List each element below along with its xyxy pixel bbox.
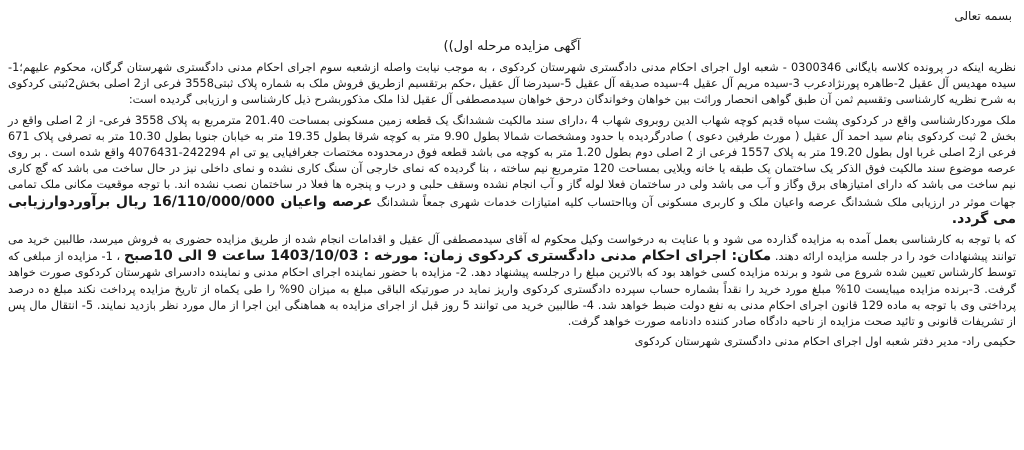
auction-terms-paragraph xyxy=(8,232,1016,330)
appraised-value-text: عرصه واعیان 16/110/000/000 ریال برآوردوارزیابی می گردد. xyxy=(8,193,1016,227)
case-introduction-paragraph xyxy=(8,60,1016,109)
bismillah-heading: بسمه تعالی xyxy=(954,9,1012,23)
property-description-text: ملک موردکارشناسی واقع در کردکوی پشت سپاه قدیم کوچه شهاب الدین روبروی شهاب 4 ،دارای سند مالکیت ششدانگ یک قطعه زمین مسکونی بمساحت 201.40 مترمربع به پلاک 3558 فرعی- از 2 اصلی واقع در بخش 2 ثبت کردکوی بنام سید احمد آل عقیل ( مورث طرفین دعوی ) صادرگردیده با حدود ومشخصات شمالا بطول 9.90 متر به کوچه شرقا بطول 19.35 متر به خیابان جنوبا بطول 10.30 متر به تصرفی پلاک 671 فرعی از2 اصلی غربا اول بطول 19.20 متر به پلاک 1557 فرعی از 2 اصلی دوم بطول 1.20 متر به کوچه می باشد قطعه فوق درمحدوده مختصات جغرافیایی یو تی ام 242294-4076431 واقع شده است . بر روی عرصه موضوع سند مالکیت فوق الذکر یک ساختمان یک طبقه یا خانه ویلایی بمساحت 120 مترمربع نیم ساخته ، بنا گردیده که نمای خارجی آن سنگ کاری نشده و نمای داخلی نیز در حال ساخت می باشد که گچ کاری نیم ساخت می باشد که دارای امتیازهای برق وگاز و آب می باشد ولی در ساختمان فعلا لوله گاز و آب انجام نشده وسقف حلبی و درب و پنجره ها فعلا در ساختمان نصب نشده اند. با توجه موقعیت مکانی ملک تمامی جهات موثر در ارزیابی ملک ششدانگ عرصه واعیان ملک و کاربری مسکونی آن وبااحتساب کلیه امتیازات خدمات شهری جمعاً ششدانگ xyxy=(8,113,1017,209)
property-description-paragraph xyxy=(8,113,1016,228)
case-introduction-text: نظریه اینکه در پرونده کلاسه بایگانی 0300346 - شعبه اول اجرای احکام مدنی دادگستری شهرستان کردکوی ، به موجب نیابت واصله ازشعبه سوم اجرای احکام مدنی دادگستری شهرستان گرگان، محکوم علیهم؛1-سیده مهدیس آل عقیل 2-طاهره پورنژادعرب 3-سیده مریم آل عقیل 4-سیده صدیقه آل عقیل 5-سیدرضا آل عقیل ،حکم برتقسیم ازطریق فروش ملک به شماره پلاک ثبتی3558 فرعی از2 اصلی بخش2ثبتی کردکوی به شرح نظریه کارشناسی وتقسیم ثمن آن طبق گواهی انحصار وراثت بین خواهان وخواندگان درحق خواهان سیدمصطفی آل عقیل لذا ملک مذکوربشرح ذیل کارشناسی و ارزیابی گردیده است: xyxy=(8,61,1017,107)
signature-line: حکیمی راد- مدیر دفتر شعبه اول اجرای احکام مدنی دادگستری شهرستان کردکوی xyxy=(634,335,1016,349)
auction-terms-rest: ، 1- مزایده از مبلغی که توسط کارشناس تعیین شده شروع می شود و برنده مزایده کسی خواهد بود که بالاترین مبلغ را درجلسه پیشنهاد دهد. 2- مزایده با حضور نماینده اجرای احکام مدنی و نماینده دادسرای شهرستان کردکوی صورت خواهد گرفت. 3-برنده مزایده میبایست 10% مبلغ مورد خرید را نقداً بشماره حساب سپرده دادگستری کردکوی واریز نماید در صورتیکه الباقی مبلغ به میزان 90% را طی یکماه از تاریخ مزایده پرداخت نکند مبلغ ده درصد پرداختی وی با توجه به ماده 129 قانون اجرای احکام مدنی به نفع دولت ضبط خواهد شد. 4- طالبین خرید می توانند 5 روز قبل از اجرای مزایده به هماهنگی این اجرا از مال مورد نظر بازدید نمایند. 5- انتقال مال پس از تشریفات قانونی و تائید صحت مزایده از ناحیه دادگاه صادر کننده دادنامه صورت خواهد گرفت. xyxy=(8,250,1017,329)
notice-title: آگهی مزایده مرحله اول)) xyxy=(443,39,581,54)
auction-time-place: مکان: اجرای احکام مدنی دادگستری کردکوی زمان: مورخه : 1403/10/03 ساعت 9 الی 10صبح xyxy=(123,248,772,265)
auction-terms-lead: که با توجه به کارشناسی بعمل آمده به مزایده گذارده می شود و با عنایت به درخواست وکیل محکوم له آقای سیدمصطفی آل عقیل و اقدامات انجام شده از طریق مزایده حضوری به فروش میرسد، طالبین خرید می توانند پیشنهادات خود را در جلسه مزایده ارائه دهند. xyxy=(8,233,1017,264)
